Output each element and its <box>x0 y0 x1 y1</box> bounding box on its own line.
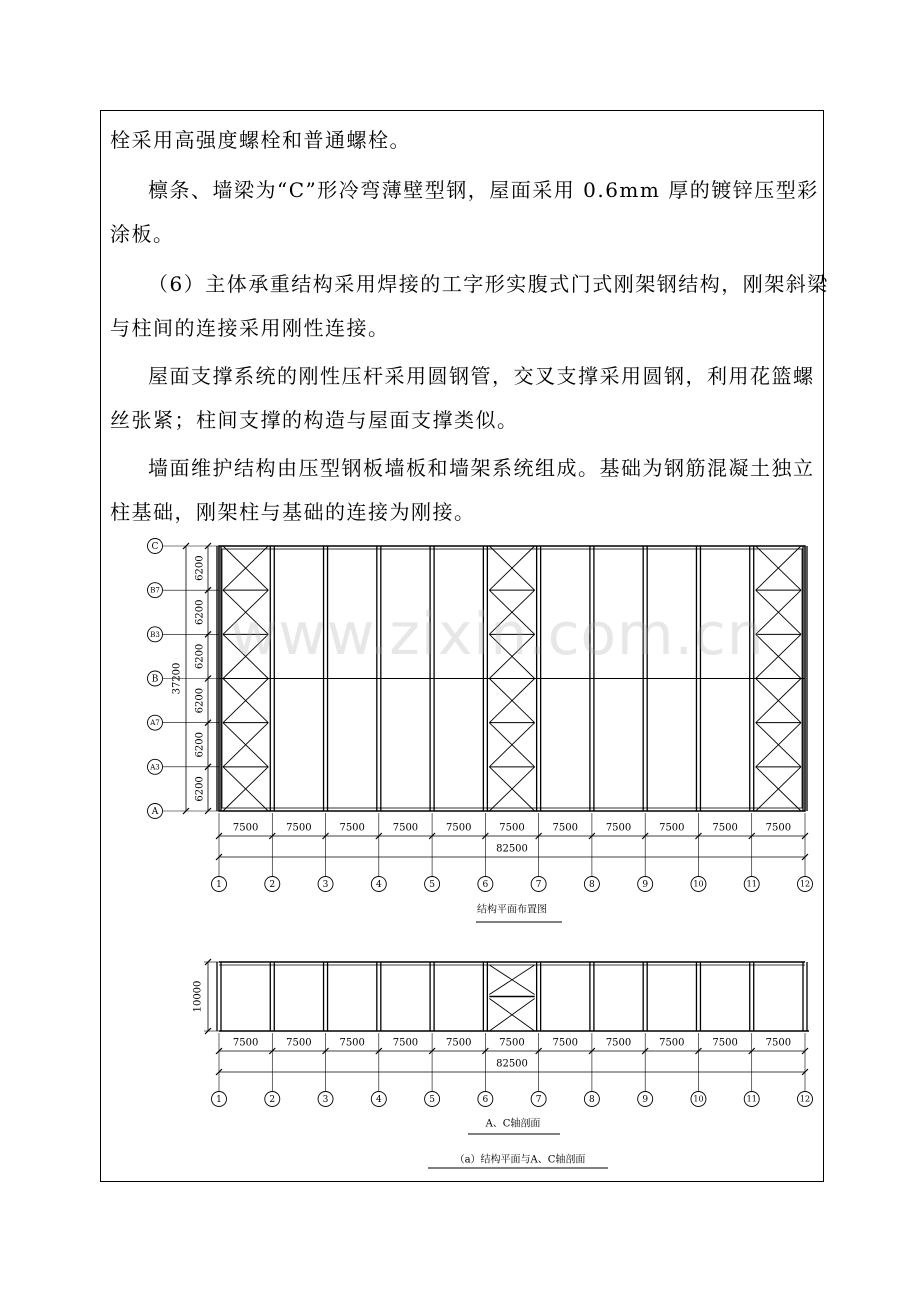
plan-column-dimension-value: 7500 <box>552 822 578 834</box>
plan-column-dimension-value: 7500 <box>339 822 365 834</box>
section-column-dimension-value: 7500 <box>286 1037 312 1049</box>
section-column-dimension-value: 7500 <box>499 1037 525 1049</box>
plan-column-axis-label: 6 <box>482 880 489 890</box>
plan-column-axis-label: 1 <box>216 880 222 890</box>
row-dimension-value: 6200 <box>194 643 206 670</box>
plan-column-axis-label: 12 <box>799 879 811 889</box>
text-line: 栓采用高强度螺栓和普通螺栓。 <box>110 128 411 152</box>
plan-column-axis-label: 5 <box>429 880 435 890</box>
section-column-dimension-value: 7500 <box>765 1037 792 1049</box>
section-column-dimension-value: 7500 <box>552 1037 578 1049</box>
row-axis-label: B <box>151 674 159 685</box>
section-column-axis-label: 8 <box>589 1095 595 1105</box>
watermark: www.zixin.com.cn <box>230 600 765 668</box>
section-column-dimension-value: 7500 <box>659 1037 685 1049</box>
plan-column-axis-label: 10 <box>693 879 704 889</box>
section-column-dimension-value: 7500 <box>392 1037 419 1049</box>
text-line: 柱基础，刚架柱与基础的连接为刚接。 <box>110 500 476 524</box>
row-dimension-value: 6200 <box>194 687 206 714</box>
section-column-axis-label: 12 <box>799 1094 811 1104</box>
plan-column-axis-label: 8 <box>589 880 595 890</box>
row-axis-label: C <box>151 542 159 552</box>
section-column-dimension-value: 7500 <box>605 1037 632 1049</box>
section-column-axis-label: 4 <box>375 1095 382 1105</box>
plan-column-dimension-value: 7500 <box>499 822 525 834</box>
section-column-axis-label: 7 <box>535 1095 542 1105</box>
row-dimension-value: 6200 <box>194 776 206 802</box>
section-column-axis-label: 3 <box>322 1095 329 1105</box>
section-title: A、C轴剖面 <box>485 1118 541 1130</box>
plan-column-dimension-value: 7500 <box>605 822 632 834</box>
row-axis-label: B3 <box>150 630 160 639</box>
section-column-dimension-value: 7500 <box>446 1037 472 1049</box>
row-axis-label: A <box>151 807 159 817</box>
text-line: 檩条、墙梁为“C”形冷弯薄壁型钢，屋面采用 0.6mm 厚的镀锌压型彩 <box>148 178 819 202</box>
section-column-axis-label: 1 <box>216 1095 222 1105</box>
plan-column-dimension-value: 7500 <box>286 822 312 834</box>
plan-column-axis-label: 11 <box>746 879 757 889</box>
plan-column-axis-label: 7 <box>535 880 542 890</box>
section-height-value: 10000 <box>192 980 204 1013</box>
plan-column-axis-label: 4 <box>375 880 382 890</box>
plan-column-dimension-value: 7500 <box>712 822 738 834</box>
plan-total-dimension: 82500 <box>496 843 528 855</box>
text-line: 涂板。 <box>110 222 175 246</box>
plan-column-dimension-value: 7500 <box>765 822 792 834</box>
section-column-axis-label: 10 <box>693 1094 704 1104</box>
text-line: 屋面支撑系统的刚性压杆采用圆钢管，交叉支撑采用圆钢，利用花篮螺 <box>148 364 815 388</box>
plan-column-axis-label: 2 <box>269 880 276 890</box>
text-line: 墙面维护结构由压型钢板墙板和墙架系统组成。基础为钢筋混凝土独立 <box>148 456 815 480</box>
row-axis-label: A3 <box>150 763 160 772</box>
plan-column-dimension-value: 7500 <box>446 822 472 834</box>
row-dimension-value: 6200 <box>194 555 206 581</box>
row-dimension-value: 6200 <box>194 732 206 758</box>
row-axis-label: B7 <box>150 586 160 595</box>
row-dimension-value: 6200 <box>194 599 206 625</box>
section-column-axis-label: 2 <box>269 1095 276 1105</box>
text-line: 与柱间的连接采用刚性连接。 <box>110 316 390 340</box>
row-axis-label: A7 <box>150 719 160 728</box>
text-line: （6）主体承重结构采用焊接的工字形实腹式门式刚架钢结构，刚架斜梁 <box>148 272 829 296</box>
plan-column-axis-label: 9 <box>642 880 649 890</box>
section-total-dimension: 82500 <box>496 1058 528 1070</box>
section-column-dimension-value: 7500 <box>232 1037 259 1049</box>
section-column-axis-label: 5 <box>429 1095 435 1105</box>
plan-column-dimension-value: 7500 <box>232 822 259 834</box>
figure-caption: （a）结构平面与A、C轴剖面 <box>454 1154 586 1166</box>
section-column-axis-label: 6 <box>482 1095 489 1105</box>
plan-column-dimension-value: 7500 <box>659 822 685 834</box>
section-column-axis-label: 9 <box>642 1095 649 1105</box>
section-column-dimension-value: 7500 <box>712 1037 738 1049</box>
row-total-dimension: 37200 <box>171 662 183 695</box>
plan-title: 结构平面布置图 <box>477 904 547 916</box>
section-column-axis-label: 11 <box>746 1094 757 1104</box>
plan-column-dimension-value: 7500 <box>392 822 419 834</box>
plan-column-axis-label: 3 <box>322 880 329 890</box>
text-line: 丝张紧；柱间支撑的构造与屋面支撑类似。 <box>110 408 519 432</box>
section-column-dimension-value: 7500 <box>339 1037 365 1049</box>
